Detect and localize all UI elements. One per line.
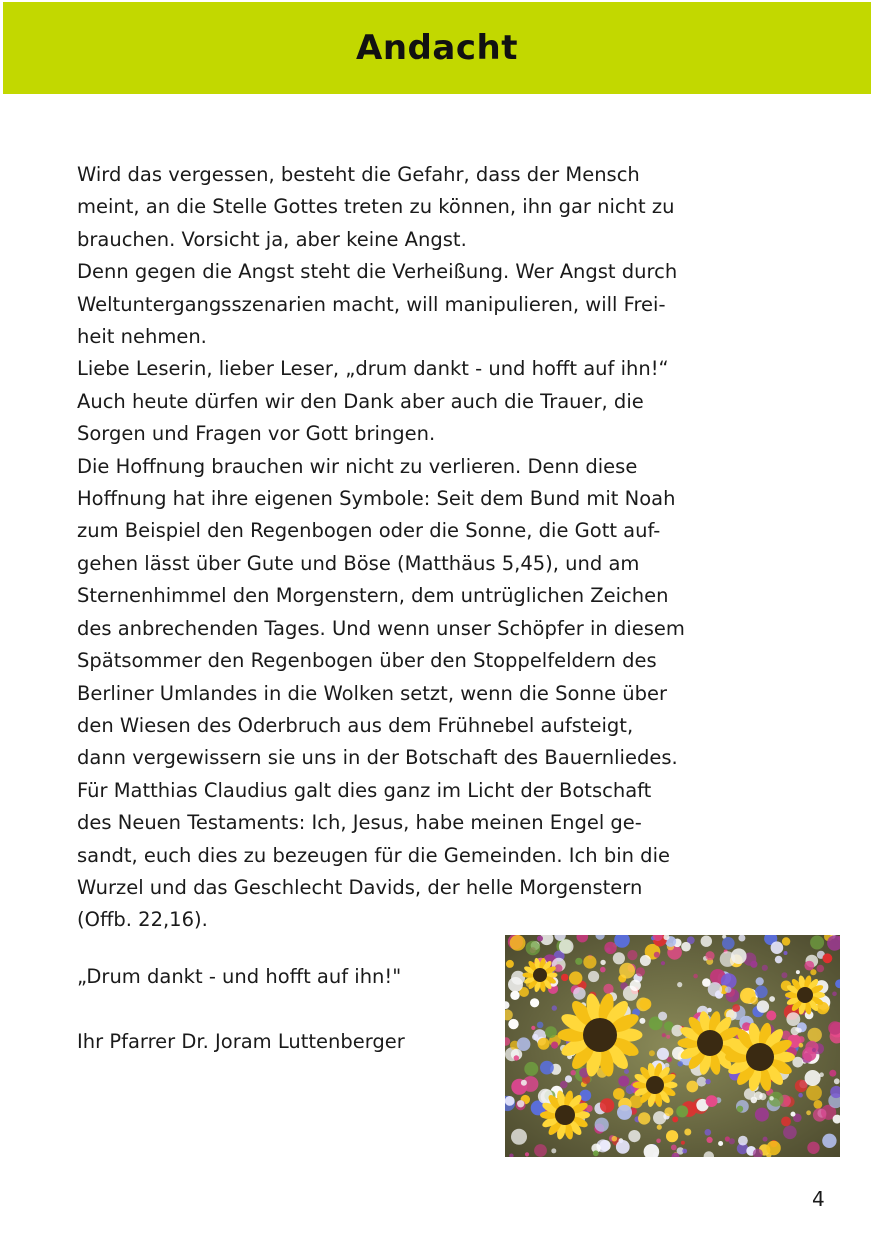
- page-number: 4: [812, 1187, 825, 1211]
- flower-bouquet-photo-icon: [505, 935, 840, 1157]
- signature: Ihr Pfarrer Dr. Joram Luttenberger: [77, 1030, 405, 1053]
- body-line: brauchen. Vorsicht ja, aber keine Angst.: [77, 227, 467, 251]
- body-line: meint, an die Stelle Gottes treten zu können, ihn gar nicht zu: [77, 195, 675, 219]
- body-line: Auch heute dürfen wir den Dank aber auch die Trauer, die: [77, 389, 644, 413]
- body-line: Berliner Umlandes in die Wolken setzt, wenn die Sonne über: [77, 681, 668, 705]
- body-line: Wurzel und das Geschlecht Davids, der helle Morgenstern: [77, 875, 643, 899]
- body-line: zum Beispiel den Regenbogen oder die Sonne, die Gott auf-: [77, 519, 661, 543]
- body-line: Sorgen und Fragen vor Gott bringen.: [77, 422, 436, 446]
- body-line: heit nehmen.: [77, 325, 207, 349]
- body-line: des anbrechenden Tages. Und wenn unser Schöpfer in diesem: [77, 616, 685, 640]
- body-line: (Offb. 22,16).: [77, 908, 208, 932]
- body-line: gehen lässt über Gute und Böse (Matthäus 5,45), und am: [77, 551, 640, 575]
- body-line: Spätsommer den Regenbogen über den Stoppelfeldern des: [77, 649, 657, 673]
- body-line: Für Matthias Claudius galt dies ganz im Licht der Botschaft: [77, 778, 652, 802]
- body-line: Hoffnung hat ihre eigenen Symbole: Seit dem Bund mit Noah: [77, 487, 676, 511]
- body-line: des Neuen Testaments: Ich, Jesus, habe meinen Engel ge-: [77, 811, 642, 835]
- body-line: den Wiesen des Oderbruch aus dem Frühnebel aufsteigt,: [77, 713, 634, 737]
- body-line: Denn gegen die Angst steht die Verheißung. Wer Angst durch: [77, 260, 678, 284]
- body-line: Die Hoffnung brauchen wir nicht zu verlieren. Denn diese: [77, 454, 638, 478]
- body-line: sandt, euch dies zu bezeugen für die Gemeinden. Ich bin die: [77, 843, 670, 867]
- body-text: [77, 159, 837, 937]
- page-header: [3, 2, 871, 94]
- body-line: Liebe Leserin, lieber Leser, „drum dankt - und hofft auf ihn!“: [77, 357, 669, 381]
- body-line: dann vergewissern sie uns in der Botschaft des Bauernliedes.: [77, 746, 678, 770]
- page-title: Andacht: [356, 28, 518, 68]
- body-line: Sternenhimmel den Morgenstern, dem untrüglichen Zeichen: [77, 584, 669, 608]
- closing-quote: „Drum dankt - und hofft auf ihn!": [77, 965, 402, 988]
- body-line: Wird das vergessen, besteht die Gefahr, dass der Mensch: [77, 163, 640, 186]
- flower-bouquet-image: [505, 935, 840, 1157]
- body-line: Weltuntergangsszenarien macht, will manipulieren, will Frei-: [77, 292, 666, 316]
